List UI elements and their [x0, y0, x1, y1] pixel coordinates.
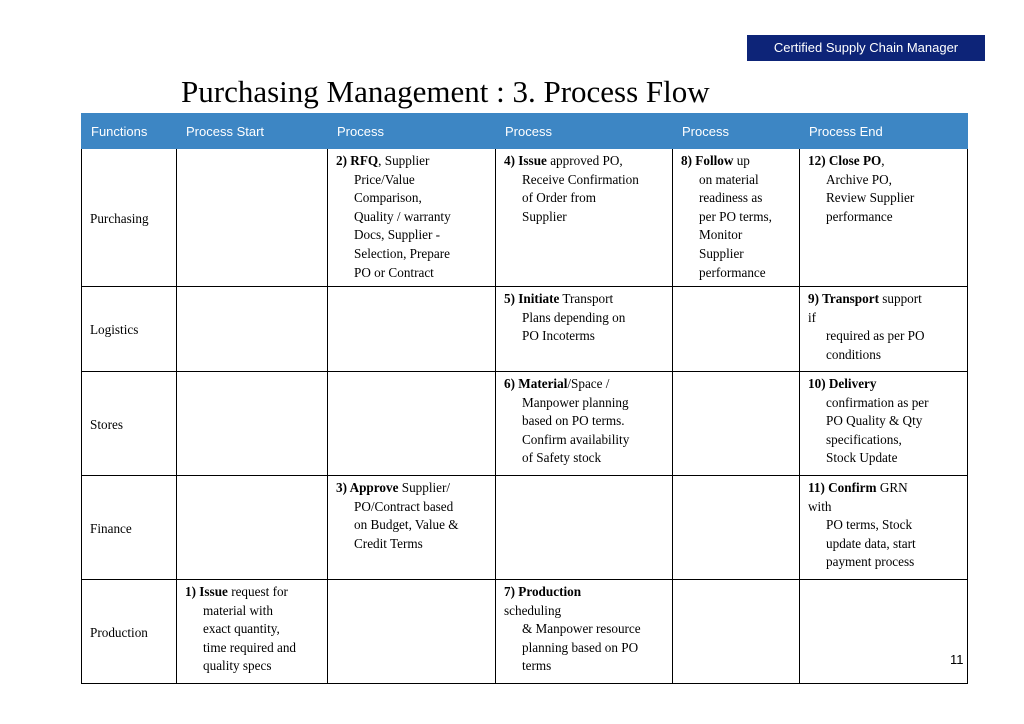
process-cell: [673, 580, 800, 684]
step-line: exact quantity,: [203, 621, 280, 637]
process-cell: [673, 287, 800, 372]
step-line: Credit Terms: [354, 535, 423, 551]
process-cell: [177, 287, 328, 372]
process-cell: [673, 149, 800, 287]
step-line: if: [808, 309, 817, 325]
header-process: Process: [673, 114, 800, 149]
step-line: scheduling: [504, 602, 562, 618]
step-line: PO/Contract based: [354, 498, 454, 514]
step-text: ,: [881, 153, 885, 168]
step-line: of Order from: [522, 190, 596, 206]
process-cell: [177, 476, 328, 580]
step-heading: [681, 152, 795, 171]
step-heading: [504, 375, 668, 394]
step-line: Comparison,: [354, 190, 422, 206]
table-header-row: [82, 114, 968, 149]
step-line: per PO terms,: [699, 208, 772, 224]
step-heading: [504, 152, 668, 171]
process-cell: [800, 372, 968, 476]
step-line: based on PO terms.: [522, 413, 625, 429]
step-number-and-action: [504, 584, 581, 599]
step-line: with: [808, 498, 832, 514]
step-line: Selection, Prepare: [354, 245, 450, 261]
table-row: [82, 149, 968, 287]
process-cell: [800, 580, 968, 684]
step-number: 2): [336, 153, 347, 168]
step-action: Delivery: [828, 376, 877, 391]
step-number-and-action: [504, 376, 567, 391]
table-row: [82, 287, 968, 372]
step-line: PO terms, Stock: [826, 517, 913, 533]
step-text: Transport: [559, 291, 614, 306]
step-line: confirmation as per: [826, 394, 929, 410]
step-number-and-action: [808, 153, 881, 168]
step-line: Plans depending on: [522, 309, 626, 325]
step-line: time required and: [203, 639, 297, 655]
step-heading: [808, 152, 963, 171]
function-label: Production: [82, 580, 177, 684]
process-cell: [328, 372, 496, 476]
step-heading: [808, 479, 963, 498]
step-line: Price/Value: [354, 171, 415, 187]
step-text: request for: [227, 584, 288, 599]
step-number-and-action: [681, 153, 733, 168]
process-cell: [177, 580, 328, 684]
step-line: terms: [522, 658, 552, 674]
step-action: Production: [518, 584, 582, 599]
step-line: PO or Contract: [354, 264, 434, 280]
step-line: Docs, Supplier -: [354, 227, 441, 243]
step-line: performance: [699, 264, 766, 280]
function-label: Logistics: [82, 287, 177, 372]
function-label: Stores: [82, 372, 177, 476]
process-cell: [328, 476, 496, 580]
step-line: PO Incoterms: [522, 328, 595, 344]
step-number: 4): [504, 153, 515, 168]
step-number: 5): [504, 291, 515, 306]
step-number: 3): [336, 480, 347, 495]
page-number: 11: [950, 652, 964, 667]
process-cell: [496, 287, 673, 372]
step-action: Initiate: [518, 291, 560, 306]
step-number: 12): [808, 153, 826, 168]
process-cell: [673, 476, 800, 580]
step-line: Confirm availability: [522, 431, 630, 447]
step-heading: [808, 290, 963, 309]
step-number-and-action: [808, 480, 877, 495]
process-cell: [328, 287, 496, 372]
step-action: Transport: [822, 291, 879, 306]
header-process: Process: [496, 114, 673, 149]
step-line: conditions: [826, 346, 881, 362]
step-line: Supplier: [699, 245, 744, 261]
step-heading: [185, 583, 323, 602]
step-number: 9): [808, 291, 819, 306]
step-line: performance: [826, 208, 893, 224]
step-line: Manpower planning: [522, 394, 629, 410]
step-line: Monitor: [699, 227, 743, 243]
step-line: planning based on PO: [522, 639, 639, 655]
step-number: 7): [504, 584, 515, 599]
step-line: readiness as: [699, 190, 763, 206]
step-action: Issue: [199, 584, 228, 599]
header-process: Process: [328, 114, 496, 149]
step-heading: [336, 479, 491, 498]
step-number: 10): [808, 376, 826, 391]
header-process-end: Process End: [800, 114, 968, 149]
process-cell: [673, 372, 800, 476]
step-text: GRN: [876, 480, 908, 495]
process-cell: [177, 149, 328, 287]
step-line: quality specs: [203, 658, 272, 674]
step-number-and-action: [504, 153, 547, 168]
process-cell: [496, 372, 673, 476]
function-label: Purchasing: [82, 149, 177, 287]
step-line: Archive PO,: [826, 171, 892, 187]
step-action: Close PO: [828, 153, 882, 168]
step-line: material with: [203, 602, 273, 618]
step-line: required as per PO: [826, 328, 925, 344]
process-cell: [177, 372, 328, 476]
step-number: 1): [185, 584, 196, 599]
page-title: Purchasing Management : 3. Process Flow: [181, 74, 710, 109]
step-number: 8): [681, 153, 692, 168]
step-text: up: [733, 153, 750, 168]
process-cell: [496, 476, 673, 580]
process-cell: [496, 580, 673, 684]
table-row: [82, 372, 968, 476]
table-row: [82, 476, 968, 580]
function-label: Finance: [82, 476, 177, 580]
step-action: Approve: [349, 480, 399, 495]
step-line: Quality / warranty: [354, 208, 451, 224]
process-cell: [800, 476, 968, 580]
step-line: payment process: [826, 554, 915, 570]
step-text: support: [878, 291, 922, 306]
step-number: 11): [808, 480, 825, 495]
step-text: /Space /: [567, 376, 610, 391]
process-cell: [328, 149, 496, 287]
table-row: [82, 580, 968, 684]
step-line: on Budget, Value &: [354, 517, 459, 533]
step-line: PO Quality & Qty: [826, 413, 923, 429]
step-number-and-action: [185, 584, 228, 599]
step-text: approved PO,: [546, 153, 623, 168]
process-cell: [328, 580, 496, 684]
step-action: Material: [518, 376, 568, 391]
step-text: , Supplier: [378, 153, 430, 168]
step-heading: [336, 152, 491, 171]
process-cell: [800, 149, 968, 287]
header-functions: Functions: [82, 114, 177, 149]
step-action: Confirm: [828, 480, 877, 495]
step-line: & Manpower resource: [522, 621, 641, 637]
step-heading: [504, 583, 668, 602]
step-line: on material: [699, 171, 759, 187]
step-heading: [504, 290, 668, 309]
step-number-and-action: [504, 291, 559, 306]
step-line: Stock Update: [826, 450, 898, 466]
step-number-and-action: [336, 153, 378, 168]
process-cell: [800, 287, 968, 372]
step-line: specifications,: [826, 431, 902, 447]
step-action: RFQ: [350, 153, 379, 168]
process-cell: [496, 149, 673, 287]
step-line: of Safety stock: [522, 450, 602, 466]
step-number-and-action: [808, 291, 879, 306]
step-line: update data, start: [826, 535, 916, 551]
process-flow-table: [81, 113, 968, 684]
step-action: Follow: [695, 153, 734, 168]
step-heading: [808, 375, 963, 394]
step-number-and-action: [808, 376, 877, 391]
step-number: 6): [504, 376, 515, 391]
step-line: Supplier: [522, 208, 567, 224]
step-number-and-action: [336, 480, 398, 495]
step-line: Receive Confirmation: [522, 171, 639, 187]
certification-badge: Certified Supply Chain Manager: [747, 35, 985, 61]
step-text: Supplier/: [398, 480, 451, 495]
step-line: Review Supplier: [826, 190, 915, 206]
header-process-start: Process Start: [177, 114, 328, 149]
step-action: Issue: [518, 153, 547, 168]
